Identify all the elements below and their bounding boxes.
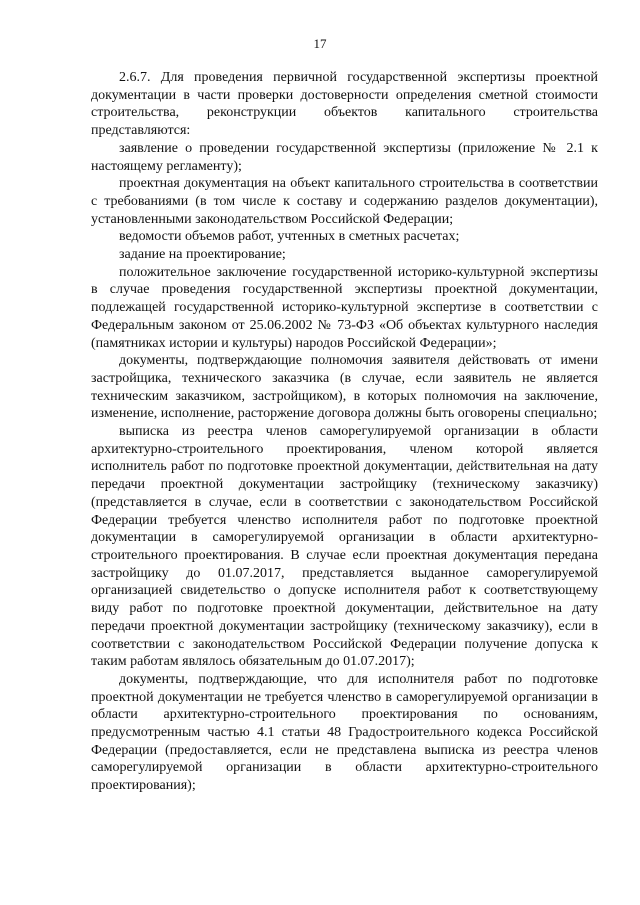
paragraph-application: заявление о проведении государственной экспертизы (приложение № 2.1 к настоящему регламенту); bbox=[91, 140, 598, 174]
paragraph-work-volumes: ведомости объемов работ, учтенных в сметных расчетах; bbox=[119, 229, 460, 245]
page-number: 17 bbox=[313, 36, 327, 51]
paragraph-sro-registry-extract: выписка из реестра членов саморегулируемой организации в области архитектурно-строительного проектирования, членом которой является исполнитель работ по подготовке проектной документации, действительная на дату передачи проектной документации застройщику (техническому заказчику) (представляется в случае, если в соответствии с законодательством Российской Федерации требуется членство исполнителя работ по подготовке проектной документации в саморегулируемой организации в области архитектурно-строительного проектирования. В случае если проектная документация передана застройщику до 01.07.2017, представляется выданное саморегулируемой организацией свидетельство о допуске исполнителя работ к соответствующему виду работ по подготовке проектной документации, действительное на дату передачи проектной документации застройщику (техническому заказчику), если в соответствии с законодательством Российской Федерации получение допуска к таким работам являлось обязательным до 01.07.2017); bbox=[91, 424, 598, 670]
paragraph-intro: 2.6.7. Для проведения первичной государственной экспертизы проектной документации в части проверки достоверности определения сметной стоимости строительства, реконструкции объектов капитального строительства представляются: bbox=[91, 70, 598, 139]
paragraph-project-documentation: проектная документация на объект капитального строительства в соответствии с требованиями (в том числе к составу и содержанию разделов документации), установленными законодательством Российской Федерации; bbox=[91, 176, 598, 227]
paragraph-historical-cultural-expertise: положительное заключение государственной историко-культурной экспертизы в случае проведения государственной экспертизы проектной документации, подлежащей государственной историко-культурной экспертизе в соответствии с Федеральным законом от 25.06.2002 № 73-ФЗ «Об объектах культурного наследия (памятниках истории и культуры) народов Российской Федерации»; bbox=[91, 264, 598, 351]
paragraph-no-membership-required: документы, подтверждающие, что для исполнителя работ по подготовке проектной документации не требуется членство в саморегулируемой организации в области архитектурно-строительного проектирования по основаниям, предусмотренным частью 4.1 статьи 48 Градостроительного кодекса Российской Федерации (предоставляется, если не представлена выписка из реестра членов саморегулируемой организации в области архитектурно-строительного проектирования); bbox=[91, 671, 598, 794]
paragraph-design-task: задание на проектирование; bbox=[119, 247, 286, 263]
paragraph-authority-documents: документы, подтверждающие полномочия заявителя действовать от имени застройщика, технического заказчика (в случае, если заявитель не является техническим заказчиком, застройщиком), в которых полномочия на заключение, изменение, исполнение, расторжение договора должны быть оговорены специально; bbox=[91, 353, 598, 422]
document-body bbox=[91, 69, 598, 795]
